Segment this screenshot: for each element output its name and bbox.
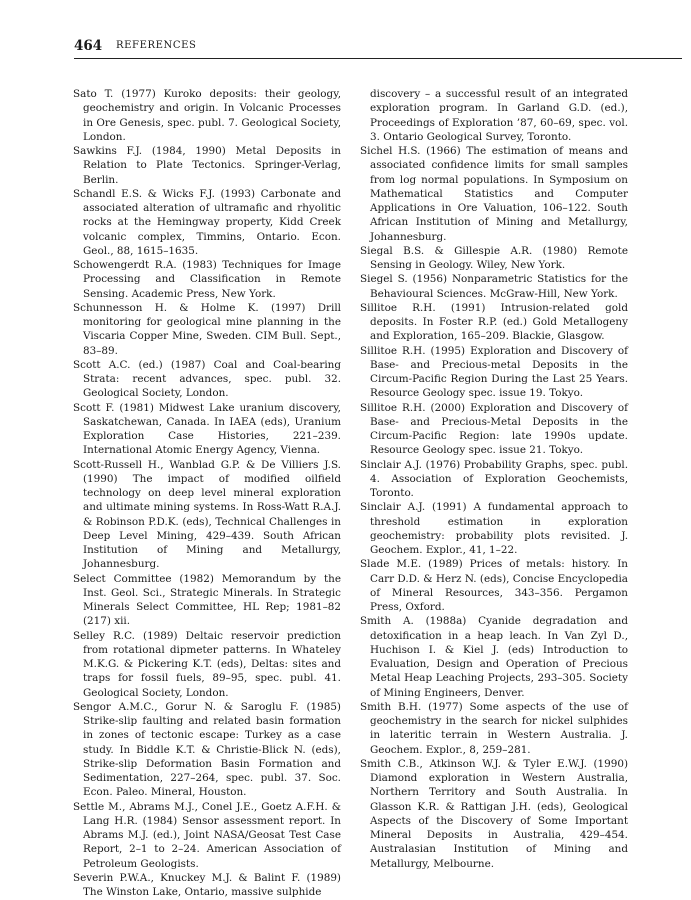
- reference-entry: Siegel S. (1956) Nonparametric Statistics for the Behavioural Sciences. McGraw-Hill, New York.: [360, 273, 628, 300]
- running-head: REFERENCES: [116, 40, 197, 51]
- page-number: 464: [74, 38, 103, 54]
- reference-entry: Sato T. (1977) Kuroko deposits: their geology, geochemistry and origin. In Volcanic Processes in Ore Genesis, spec. publ. 7. Geological Society, London.: [73, 88, 341, 143]
- reference-entry: Siegal B.S. & Gillespie A.R. (1980) Remote Sensing in Geology. Wiley, New York.: [360, 244, 628, 271]
- reference-entry: Smith C.B., Atkinson W.J. & Tyler E.W.J. (1990) Diamond exploration in Western Australia, Northern Territory and South Australia. In Glasson K.R. & Rattigan J.H. (eds), Geological Aspects of the Discovery of Some Important Mineral Deposits in Australia, 429–454. Australasian Institution of Mining and Metallurgy, Melbourne.: [360, 757, 628, 870]
- reference-entry: Sinclair A.J. (1976) Probability Graphs, spec. publ. 4. Association of Exploration Geochemists, Toronto.: [360, 458, 628, 499]
- reference-entry: Sengor A.M.C., Gorur N. & Saroglu F. (1985) Strike-slip faulting and related basin formation in zones of tectonic escape: Turkey as a case study. In Biddle K.T. & Christie-Blick N. (eds), Strike-slip Deformation Basin Formation and Sedimentation, 227–264, spec. publ. 37. Soc. Econ. Paleo. Mineral, Houston.: [73, 700, 341, 799]
- reference-entry: Schandl E.S. & Wicks F.J. (1993) Carbonate and associated alteration of ultramafic and rhyolitic rocks at the Hemingway property, Kidd Creek volcanic complex, Timmins, Ontario. Econ. Geol., 88, 1615–1635.: [73, 187, 341, 257]
- reference-entry: discovery – a successful result of an integrated exploration program. In Garland G.D. (ed.), Proceedings of Exploration ’87, 60–69, spec. vol. 3. Ontario Geological Survey, Toronto.: [370, 88, 628, 143]
- reference-entry: Slade M.E. (1989) Prices of metals: history. In Carr D.D. & Herz N. (eds), Concise Encyclopedia of Mineral Resources, 343–356. Pergamon Press, Oxford.: [360, 558, 628, 613]
- reference-entry: Selley R.C. (1989) Deltaic reservoir prediction from rotational dipmeter patterns. In Whateley M.K.G. & Pickering K.T. (eds), Deltas: sites and traps for fossil fuels, 89–95, spec. publ. 41. Geological Society, London.: [73, 629, 341, 699]
- reference-entry: Scott-Russell H., Wanblad G.P. & De Villiers J.S. (1990) The impact of modified oilfield technology on deep level mineral exploration and ultimate mining systems. In Ross-Watt R.A.J. & Robinson P.D.K. (eds), Technical Challenges in Deep Level Mining, 429–439. South African Institution of Mining and Metallurgy, Johannesburg.: [73, 458, 341, 571]
- reference-entry: Sillitoe R.H. (2000) Exploration and Discovery of Base- and Precious-Metal Deposits in the Circum-Pacific Region: late 1990s update. Resource Geology spec. issue 21. Tokyo.: [360, 401, 628, 457]
- reference-entry: Sinclair A.J. (1991) A fundamental approach to threshold estimation in exploration geochemistry: probability plots revisited. J. Geochem. Explor., 41, 1–22.: [360, 501, 628, 556]
- reference-entry: Select Committee (1982) Memorandum by the Inst. Geol. Sci., Strategic Minerals. In Strategic Minerals Select Committee, HL Rep; 1981–82 (217) xii.: [73, 572, 341, 628]
- reference-entry: Severin P.W.A., Knuckey M.J. & Balint F. (1989) The Winston Lake, Ontario, massive sulphide: [73, 871, 341, 898]
- right-reference-column: [360, 87, 628, 871]
- reference-entry: Scott A.C. (ed.) (1987) Coal and Coal-bearing Strata: recent advances, spec. publ. 32. Geological Society, London.: [73, 358, 341, 400]
- reference-entry: Smith A. (1988a) Cyanide degradation and detoxification in a heap leach. In Van Zyl D., Huchison I. & Kiel J. (eds) Introduction to Evaluation, Design and Operation of Precious Metal Heap Leaching Projects, 293–305. Society of Mining Engineers, Denver.: [360, 615, 628, 699]
- reference-entry: Sawkins F.J. (1984, 1990) Metal Deposits in Relation to Plate Tectonics. Springer-Verlag, Berlin.: [73, 145, 341, 186]
- reference-entry: Schowengerdt R.A. (1983) Techniques for Image Processing and Classification in Remote Sensing. Academic Press, New York.: [73, 259, 341, 300]
- reference-entry: Scott F. (1981) Midwest Lake uranium discovery, Saskatchewan, Canada. In IAEA (eds), Uranium Exploration Case Histories, 221–239. International Atomic Energy Agency, Vienna.: [73, 401, 341, 457]
- page-header: [74, 36, 682, 59]
- reference-entry: Sillitoe R.H. (1995) Exploration and Discovery of Base- and Precious-metal Deposits in the Circum-Pacific Region During the Last 25 Years. Resource Geology spec. issue 19. Tokyo.: [360, 344, 628, 400]
- reference-entry: Smith B.H. (1977) Some aspects of the use of geochemistry in the search for nickel sulphides in lateritic terrain in Western Australia. J. Geochem. Explor., 8, 259–281.: [360, 700, 628, 756]
- reference-entry: Sillitoe R.H. (1991) Intrusion-related gold deposits. In Foster R.P. (ed.) Gold Metallogeny and Exploration, 165–209. Blackie, Glasgow.: [360, 301, 628, 343]
- reference-entry: Sichel H.S. (1966) The estimation of means and associated confidence limits for small samples from log normal populations. In Symposium on Mathematical Statistics and Computer Applications in Ore Valuation, 106–122. South African Institution of Mining and Metallurgy, Johannesburg.: [360, 145, 628, 243]
- left-reference-column: [73, 87, 341, 899]
- reference-entry: Schunnesson H. & Holme K. (1997) Drill monitoring for geological mine planning in the Viscaria Copper Mine, Sweden. CIM Bull. Sept., 83–89.: [73, 301, 341, 357]
- reference-entry: Settle M., Abrams M.J., Conel J.E., Goetz A.F.H. & Lang H.R. (1984) Sensor assessment report. In Abrams M.J. (ed.), Joint NASA/Geosat Test Case Report, 2–1 to 2–24. American Association of Petroleum Geologists.: [73, 800, 341, 870]
